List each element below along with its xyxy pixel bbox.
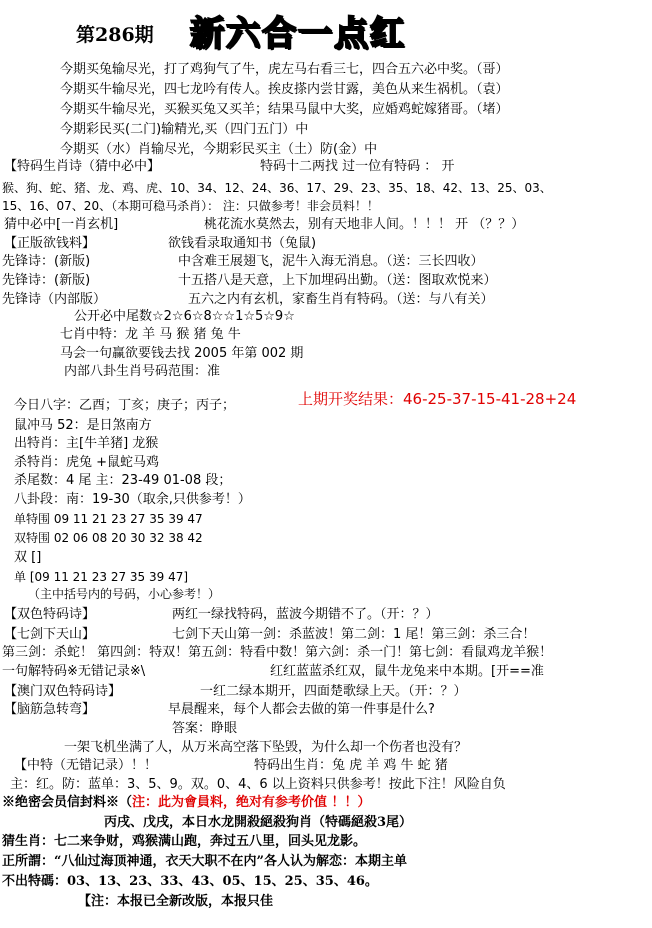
- secret-line: [2, 794, 371, 812]
- secret-note: 注：此为會員料，绝对有参考价值 ！！）: [132, 795, 371, 810]
- naojin-heading: 【脑筋急转弯】: [4, 702, 96, 717]
- naojin-riddle: 一架飞机坐满了人，从万米高空落下坠毁，为什么却一个伤者也没有？: [64, 740, 468, 755]
- detail-line: 八卦段：南：19-30（取余,只供参考！）: [14, 492, 251, 507]
- intro-line: 今期买牛输尽光，四七龙吟有传人。挨皮搽内尝甘露，美色从来生祸机。（袁）: [60, 82, 509, 97]
- middle-line: 马会一句赢欲要钱去找 2005 年第 002 期: [60, 346, 304, 361]
- intro-line: 今期买兔输尽光，打了鸡狗气了牛，虎左马右看三七，四合五六必中奖。（哥）: [60, 62, 509, 77]
- zhongte-line: 主：红。防：蓝单：3、5、9。双。0、4、6 以上资料只供参考！按此下注！风险自负: [10, 777, 506, 792]
- tema-poem-heading: 【特码生肖诗（猜中必中】: [4, 159, 161, 174]
- detail-line: 单特围 09 11 21 23 27 35 39 47: [14, 512, 203, 526]
- detail-line: 今日八字：乙酉；丁亥；庚子；丙子；: [14, 398, 236, 413]
- xianfeng-text: 五六之内有玄机，家畜生肖有特码。（送：与八有关）: [188, 292, 494, 307]
- shuangse-text: 两红一绿找特码，蓝波今期错不了。（开：？）: [172, 607, 439, 622]
- zhengban-heading: 【正版欲钱料】: [4, 236, 96, 251]
- detail-line: 双 []: [14, 550, 42, 565]
- xianfeng-text: 中含难王展翅飞，泥牛入海无消息。（送：三长四收）: [178, 254, 484, 269]
- detail-line: 杀尾数：4 尾 主：23-49 01-08 段；: [14, 473, 232, 488]
- intro-line: 今期买（水）肖输尽光，今期彩民买主（土）防(金）中: [60, 142, 378, 157]
- qijian-line: 一句解特码※无错记录※\: [2, 664, 146, 679]
- middle-line: 七肖中特：龙 羊 马 猴 猪 兔 牛: [60, 327, 241, 342]
- detail-line: （主中括号内的号码，小心参考！）: [28, 587, 221, 601]
- last-result-numbers: 46-25-37-15-41-28+24: [403, 390, 577, 408]
- intro-line: 今期彩民买(二门)输精光,买（四门五门）中: [60, 122, 309, 137]
- secret-label: ※绝密会员信封料※（: [2, 795, 133, 810]
- qijian-line: 第三剑：杀蛇！ 第四剑：特双！第五剑：特看中数！第六剑：杀一门！第七剑：看鼠鸡龙羊猴！: [2, 645, 553, 660]
- tema-poem-subtitle: 特码十二两找 过一位有特码 ： 开: [260, 159, 455, 174]
- qijian-line: 七剑下天山第一剑：杀蓝波！第二剑：1 尾！第三剑：杀三合！: [172, 627, 536, 642]
- bottom-line: 正所謂：“八仙过海顶神通，衣天大职不在内”各人认为解恋：本期主单: [2, 854, 407, 869]
- detail-line: 鼠冲马 52：是日煞南方: [14, 418, 152, 433]
- last-result-label: 上期开奖结果：: [298, 390, 404, 408]
- guess-label: 猜中必中[一肖玄机]: [4, 217, 119, 232]
- naojin-answer: 答案：睁眼: [172, 721, 238, 736]
- qijian-heading: 【七剑下天山】: [4, 627, 96, 642]
- aomen-heading: 【澳门双色特码诗】: [4, 684, 122, 699]
- bottom-line: 猜生肖：七二来争财，鸡猴满山跑，奔过五八里，回头见龙影。: [2, 834, 367, 849]
- middle-line: 公开必中尾数☆2☆6☆8☆☆1☆5☆9☆: [74, 309, 295, 324]
- issue-number: 第286期: [76, 24, 154, 46]
- detail-line: 出特肖：主[牛羊猪] 龙猴: [14, 436, 159, 451]
- intro-line: 今期买牛输尽光，买猴买兔又买羊；结果马鼠中大奖，应婚鸡蛇嫁猪哥。（堵）: [60, 102, 509, 117]
- detail-line: 杀特肖：虎兔 +鼠蛇马鸡: [14, 455, 160, 470]
- xianfeng-label: 先锋诗：(新版): [2, 254, 91, 269]
- guess-text: 桃花流水莫然去，别有天地非人间。！！！ 开 （？？）: [204, 217, 525, 232]
- zhongte-text: 特码出生肖：兔 虎 羊 鸡 牛 蛇 猪: [254, 758, 448, 773]
- tema-poem-line: 猴、狗、蛇、猪、龙、鸡、虎、10、34、12、24、36、17、29、23、35、18、42、13、25、03、: [2, 181, 552, 195]
- shuangse-heading: 【双色特码诗】: [4, 607, 96, 622]
- bottom-line: 丙戌、戊戌，本日水龙開殺絕殺狗肖（特碼絕殺3尾）: [104, 815, 413, 830]
- middle-line: 内部八卦生肖号码范围：准: [64, 364, 221, 379]
- naojin-question: 早晨醒来，每个人都会去做的第一件事是什么?: [168, 702, 435, 717]
- aomen-text: 一红二绿本期开，四面楚歌绿上天。（开：？）: [200, 684, 467, 699]
- tema-poem-line: 15、16、07、20、（本期可稳马杀肖）： 注：只做参考！非会员料！！: [2, 199, 379, 213]
- bottom-line: 【注：本报已全新改版，本报只佳: [78, 894, 274, 909]
- zhongte-heading: 【中特（无错记录）！！: [14, 758, 158, 773]
- detail-line: 单 [09 11 21 23 27 35 39 47]: [14, 570, 189, 584]
- last-result: [298, 390, 576, 408]
- qijian-line: 红红蓝蓝杀红双，鼠牛龙兔来中本期。[开==准: [270, 664, 544, 679]
- xianfeng-label: 先锋诗：(新版): [2, 273, 91, 288]
- xianfeng-label: 先锋诗（内部版）: [2, 292, 107, 307]
- zhengban-text: 欲钱看录取通知书（兔鼠): [168, 236, 317, 251]
- xianfeng-text: 十五搭八是天意，上下加埋码出勤。（送：图取欢悦来）: [178, 273, 497, 288]
- detail-line: 双特围 02 06 08 20 30 32 38 42: [14, 531, 203, 545]
- bottom-line: 不出特碼：03、13、23、33、43、05、15、25、35、46。: [2, 874, 378, 889]
- page-title: 新六合一点红: [190, 14, 406, 54]
